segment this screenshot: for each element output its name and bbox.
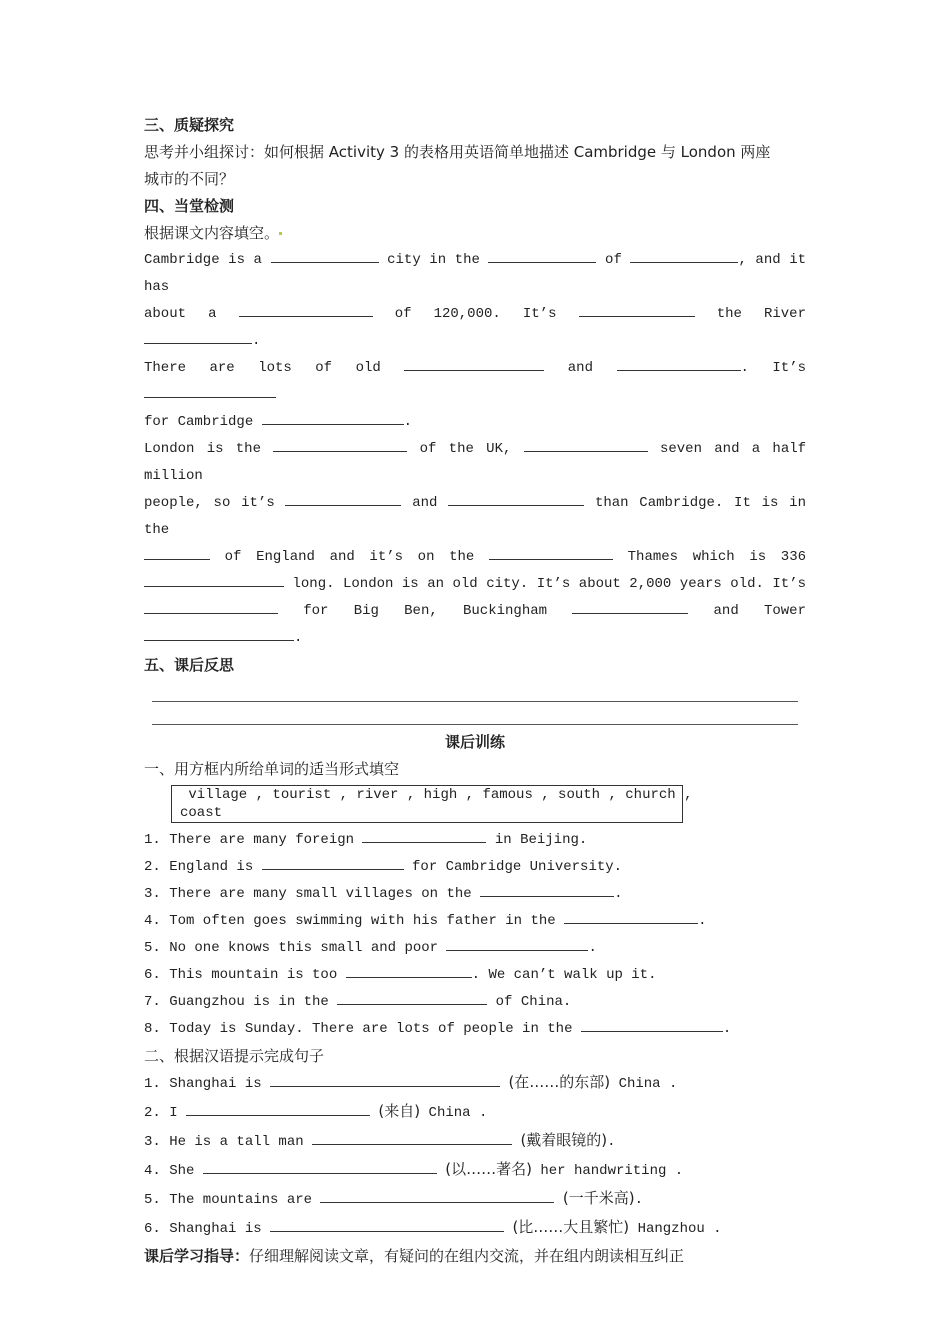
part2-heading: 二、根据汉语提示完成句子 (144, 1047, 325, 1065)
blank[interactable] (144, 545, 210, 560)
exercise-item: 3. There are many small villages on the . (144, 881, 806, 908)
exercise-item: 3. He is a tall man (戴着眼镜的). (144, 1131, 616, 1150)
study-guide-text: 仔细理解阅读文章，有疑问的在组内交流，并在组内朗读相互纠正 (249, 1247, 685, 1265)
blank[interactable] (262, 410, 404, 425)
blank[interactable] (488, 248, 596, 263)
word-box-line: village , tourist , river , high , famous , south , church , (180, 787, 693, 803)
blank[interactable] (270, 1217, 504, 1232)
exercise-item: 2. I (来自) China . (144, 1102, 488, 1121)
blank[interactable] (362, 828, 486, 843)
exercise-item: 5. The mountains are (一千米高). (144, 1189, 643, 1208)
paragraph-line: long. London is an old city. It’s about 2,000 years old. It’s (144, 571, 806, 598)
blank[interactable] (285, 491, 401, 506)
blank[interactable] (404, 356, 544, 371)
blank[interactable] (271, 248, 379, 263)
part1-items (144, 827, 806, 1043)
paragraph-line: for Cambridge . (144, 409, 806, 436)
blank[interactable] (346, 963, 472, 978)
exercise-item: 5. No one knows this small and poor . (144, 935, 806, 962)
london-paragraph (144, 436, 806, 652)
paragraph-line: London is the of the UK, seven and a half million (144, 436, 806, 490)
paragraph-line: Cambridge is a city in the of , and it has (144, 247, 806, 301)
blank[interactable] (579, 302, 695, 317)
paragraph-line: of England and it’s on the Thames which is 336 (144, 544, 806, 571)
exercise-item: 6. This mountain is too . We can’t walk up it. (144, 962, 806, 989)
after-class-title: 课后训练 (444, 733, 505, 751)
paragraph-line: for Big Ben, Buckingham and Tower (144, 598, 806, 625)
blank[interactable] (480, 882, 614, 897)
exercise-item: 7. Guangzhou is in the of China. (144, 989, 806, 1016)
blank[interactable] (446, 936, 588, 951)
blank[interactable] (203, 1159, 437, 1174)
study-guide (144, 1243, 806, 1270)
blank[interactable] (489, 545, 613, 560)
blank[interactable] (270, 1072, 500, 1087)
cambridge-paragraph (144, 247, 806, 436)
section-4-heading: 四、当堂检测 (144, 197, 235, 215)
worksheet-page (144, 112, 806, 1270)
exercise-item: 4. She (以……著名) her handwriting . (144, 1160, 684, 1179)
section-4-instruction: 根据课文内容填空。 (144, 220, 806, 247)
word-box-line: coast (180, 805, 223, 821)
blank[interactable] (186, 1101, 370, 1116)
word-box (171, 785, 693, 823)
part2-items (144, 1069, 806, 1243)
exercise-item: 1. There are many foreign in Beijing. (144, 827, 806, 854)
blank[interactable] (564, 909, 698, 924)
section-3-heading: 三、质疑探究 (144, 116, 235, 134)
blank[interactable] (617, 356, 741, 371)
reflection-line-2[interactable] (152, 702, 798, 725)
blank[interactable] (144, 599, 278, 614)
paragraph-line: . (144, 625, 806, 652)
blank[interactable] (262, 855, 404, 870)
exercise-item: 2. England is for Cambridge University. (144, 854, 806, 881)
blank[interactable] (320, 1188, 554, 1203)
blank[interactable] (312, 1130, 512, 1145)
paragraph-line: about a of 120,000. It’s the River . (144, 301, 806, 355)
paragraph-line: There are lots of old and . It’s (144, 355, 806, 409)
blank[interactable] (572, 599, 688, 614)
section-3-line2: 城市的不同？ (144, 170, 235, 188)
blank[interactable] (630, 248, 738, 263)
section-5-heading: 五、课后反思 (144, 656, 235, 674)
part1-heading: 一、用方框内所给单词的适当形式填空 (144, 760, 400, 778)
exercise-item: 4. Tom often goes swimming with his father in the . (144, 908, 806, 935)
blank[interactable] (273, 437, 407, 452)
blank[interactable] (524, 437, 648, 452)
blank[interactable] (581, 1017, 723, 1032)
section-3-line1: 思考并小组探讨：如何根据 Activity 3 的表格用英语简单地描述 Cambridge 与 London 两座 (144, 143, 771, 161)
reflection-line-1[interactable] (152, 679, 798, 702)
exercise-item: 6. Shanghai is (比……大且繁忙) Hangzhou . (144, 1218, 722, 1237)
blank[interactable] (144, 383, 276, 398)
paragraph-line: people, so it’s and than Cambridge. It is in the (144, 490, 806, 544)
exercise-item: 1. Shanghai is (在……的东部) China . (144, 1073, 678, 1092)
blank[interactable] (144, 329, 252, 344)
exercise-item: 8. Today is Sunday. There are lots of people in the . (144, 1016, 806, 1043)
study-guide-label: 课后学习指导： (144, 1247, 250, 1265)
blank[interactable] (144, 572, 284, 587)
blank[interactable] (448, 491, 584, 506)
blank[interactable] (239, 302, 373, 317)
blank[interactable] (337, 990, 487, 1005)
blank[interactable] (144, 626, 294, 641)
